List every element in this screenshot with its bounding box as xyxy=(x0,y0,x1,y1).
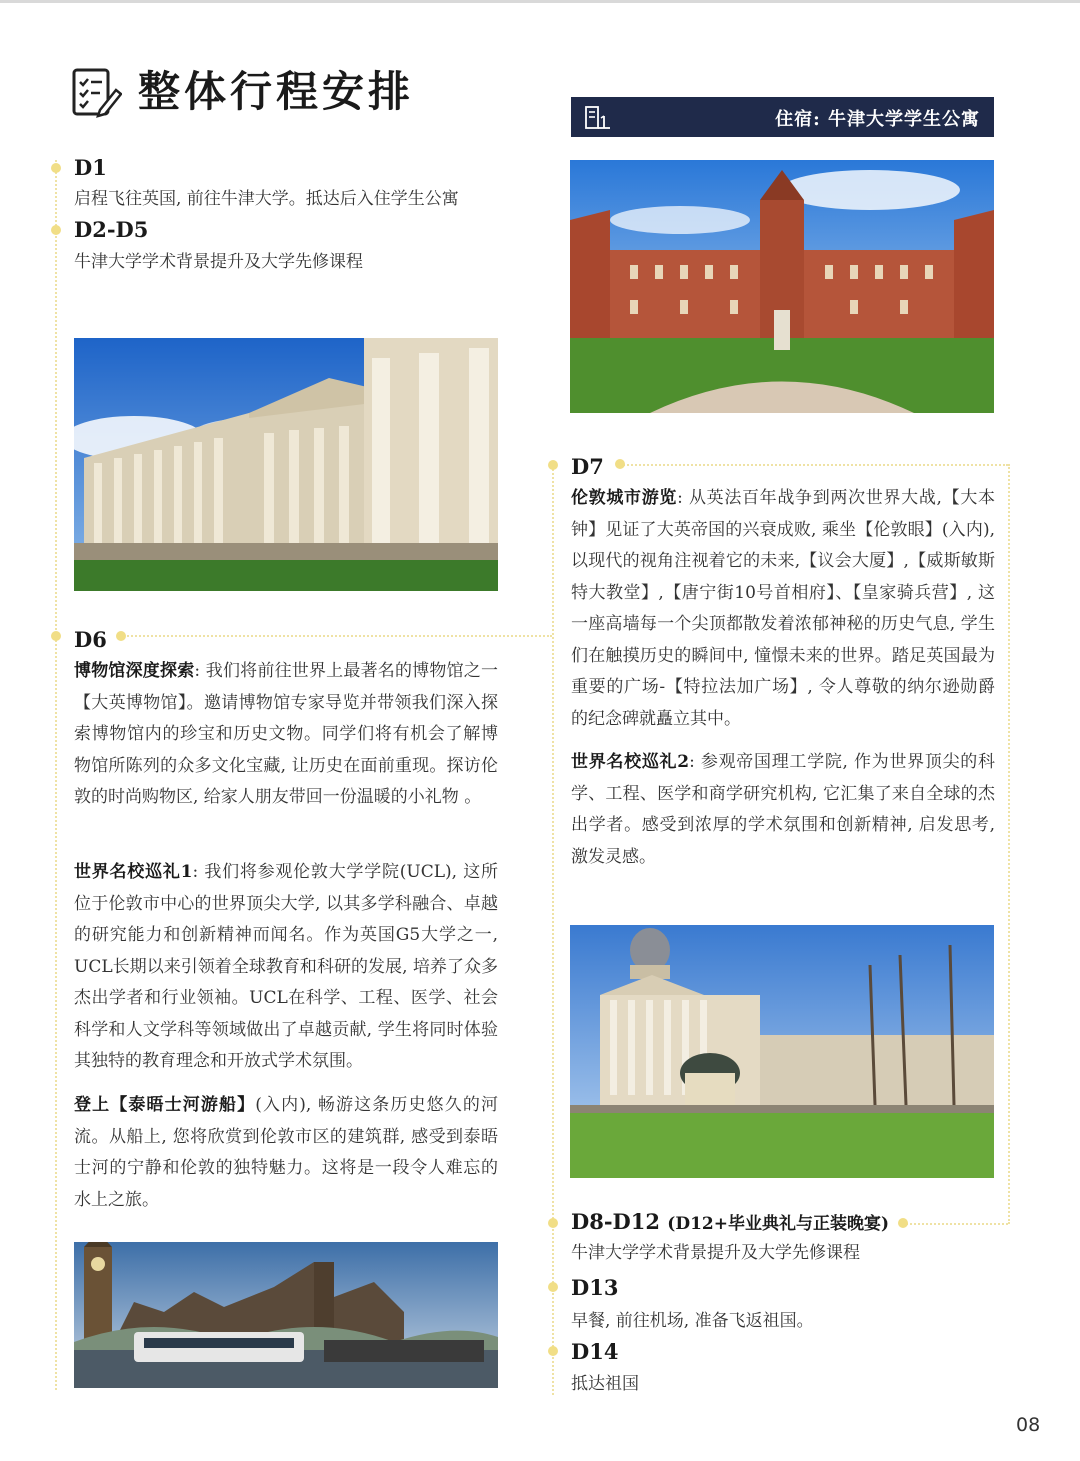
d6-thames-title: 登上【泰晤士河游船】 xyxy=(74,1095,256,1115)
timeline-left xyxy=(55,160,57,1390)
timeline-dot xyxy=(51,631,61,641)
day-label-d8-d12-text: D8-D12 xyxy=(571,1209,660,1234)
timeline-d8-connector xyxy=(902,1223,1008,1225)
timeline-d6-connector xyxy=(120,635,552,637)
timeline-right xyxy=(1008,464,1010,1224)
ucl-campus-photo xyxy=(570,925,994,1178)
timeline-dot xyxy=(615,459,625,469)
timeline-dot xyxy=(116,631,126,641)
d7-city-tour-title: 伦敦城市游览 xyxy=(571,488,678,508)
d6-ucl-title: 世界名校巡礼1 xyxy=(74,862,193,882)
page-number: 08 xyxy=(1016,1414,1041,1436)
day-label-d6: D6 xyxy=(74,627,107,652)
day-label-d13: D13 xyxy=(571,1275,619,1300)
d7-imperial-body: : 参观帝国理工学院, 作为世界顶尖的科学、工程、医学和商学研究机构, 它汇集了来自全球的杰出学者。感受到浓厚的学术氛围和创新精神, 启发思考, 激发灵感。 xyxy=(571,752,995,867)
d6-museum-paragraph xyxy=(74,656,498,814)
oxford-college-photo xyxy=(570,160,994,413)
d6-ucl-paragraph xyxy=(74,857,498,1078)
day-desc-d1: 启程飞往英国, 前往牛津大学。抵达后入住学生公寓 xyxy=(74,189,459,209)
top-divider xyxy=(0,0,1080,3)
timeline-dot xyxy=(898,1218,908,1228)
day-desc-d13: 早餐, 前往机场, 准备飞返祖国。 xyxy=(571,1311,814,1331)
d7-city-tour-body: : 从英法百年战争到两次世界大战,【大本钟】见证了大英帝国的兴衰成败, 乘坐【伦敦眼】(入内), 以现代的视角注视着它的未来,【议会大厦】,【威斯敏斯特大教堂】,【唐宁街10号首相府】、【皇家骑兵营】, 这一座高墙每一个尖顶都散发着浓郁神秘的历史气息, 学生们在触摸历史的瞬间中, 憧憬未来的世界。踏足英国最为重要的广场-【特拉法加广场】, 令人尊敬的纳尔逊勋爵的纪念碑就矗立其中。 xyxy=(571,488,995,729)
checklist-edit-icon xyxy=(70,66,122,118)
d6-thames-body: (入内), 畅游这条历史悠久的河流。从船上, 您将欣赏到伦敦市区的建筑群, 感受到泰晤士河的宁静和伦敦的独特魅力。这将是一段令人难忘的水上之旅。 xyxy=(74,1095,499,1210)
timeline-dot xyxy=(548,1218,558,1228)
day-label-d14: D14 xyxy=(571,1339,619,1364)
building-icon xyxy=(583,104,611,130)
d6-museum-title: 博物馆深度探索 xyxy=(74,661,195,681)
day-note-d12: (D12+毕业典礼与正装晚宴) xyxy=(667,1214,890,1234)
timeline-dot xyxy=(548,460,558,470)
timeline-dot xyxy=(51,225,61,235)
thames-cruise-photo xyxy=(74,1242,498,1388)
page-title: 整体行程安排 xyxy=(138,67,415,116)
lodging-label: 住宿: 牛津大学学生公寓 xyxy=(775,109,980,130)
day-desc-d14: 抵达祖国 xyxy=(571,1374,639,1394)
d7-imperial-title: 世界名校巡礼2 xyxy=(571,752,690,772)
timeline-dot xyxy=(548,1282,558,1292)
d7-imperial-paragraph xyxy=(571,747,995,873)
timeline-d7-connector xyxy=(620,464,1008,466)
d7-city-tour-paragraph xyxy=(571,483,995,735)
d6-thames-paragraph xyxy=(74,1090,498,1216)
timeline-dot xyxy=(548,1346,558,1356)
day-desc-d8-d12: 牛津大学学术背景提升及大学先修课程 xyxy=(571,1243,860,1263)
day-label-d1: D1 xyxy=(74,155,107,180)
timeline-center xyxy=(552,465,554,1395)
timeline-dot xyxy=(51,163,61,173)
lodging-banner xyxy=(571,97,994,137)
d6-museum-body: : 我们将前往世界上最著名的博物馆之一【大英博物馆】。邀请博物馆专家导览并带领我们深入探索博物馆内的珍宝和历史文物。同学们将有机会了解博物馆所陈列的众多文化宝藏, 让历史在面前重现。探访伦敦的时尚购物区, 给家人朋友带回一份温暖的小礼物 。 xyxy=(74,661,498,807)
british-museum-photo xyxy=(74,338,498,591)
day-label-d7: D7 xyxy=(571,454,604,479)
day-label-d2-d5: D2-D5 xyxy=(74,217,149,242)
day-label-d8-d12 xyxy=(571,1208,889,1238)
day-desc-d2-d5: 牛津大学学术背景提升及大学先修课程 xyxy=(74,252,363,272)
d6-ucl-body: : 我们将参观伦敦大学学院(UCL), 这所位于伦敦市中心的世界顶尖大学, 以其多学科融合、卓越的研究能力和创新精神而闻名。作为英国G5大学之一, UCL长期以来引领着全球教育和科研的发展, 培养了众多杰出学者和行业领袖。UCL在科学、工程、医学、社会科学和人文学科等领域做出了卓越贡献, 学生将同时体验其独特的教育理念和开放式学术氛围。 xyxy=(74,862,498,1071)
